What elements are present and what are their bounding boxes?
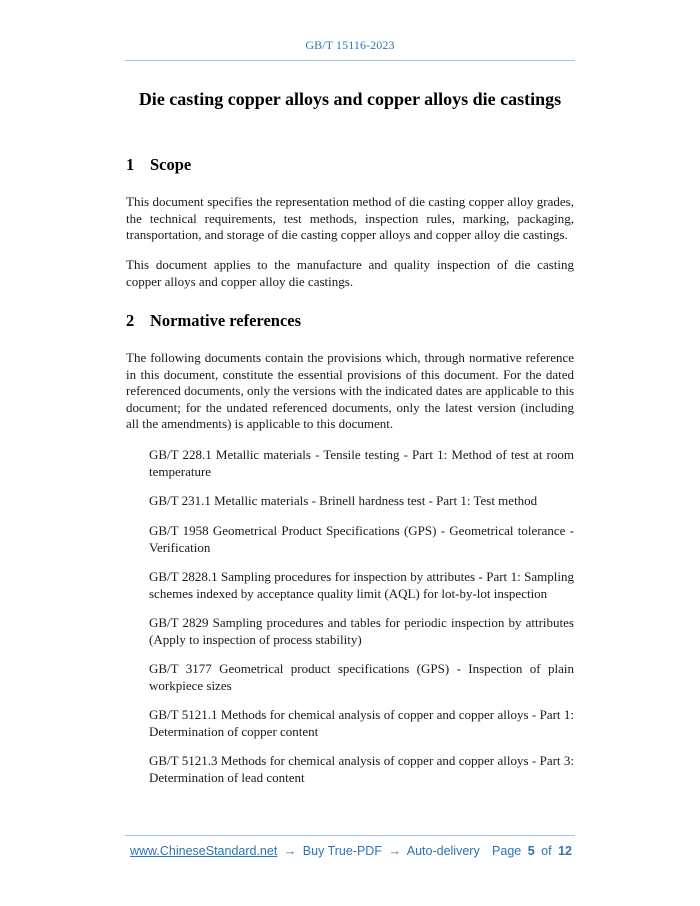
auto-delivery-text: Auto-delivery xyxy=(406,844,480,858)
reference-item: GB/T 2828.1 Sampling procedures for inspection by attributes - Part 1: Sampling schemes indexed by acceptance quality limit (AQL) for lot-by-lot inspection xyxy=(149,569,574,601)
header-divider xyxy=(125,60,575,61)
reference-item: GB/T 1958 Geometrical Product Specifications (GPS) - Geometrical tolerance - Verification xyxy=(149,523,574,555)
page-footer xyxy=(130,844,575,858)
section-title: Scope xyxy=(150,155,192,174)
section-heading-normative-references xyxy=(126,311,301,331)
current-page-number: 5 xyxy=(527,844,535,858)
running-header-standard-code: GB/T 15116-2023 xyxy=(305,38,395,52)
reference-item: GB/T 228.1 Metallic materials - Tensile testing - Part 1: Method of test at room temperature xyxy=(149,447,574,479)
section-heading-scope xyxy=(126,155,191,175)
page-indicator xyxy=(492,844,575,858)
scope-paragraph-2: This document applies to the manufacture and quality inspection of die casting copper alloys and copper alloy die castings. xyxy=(126,257,574,289)
reference-item: GB/T 3177 Geometrical product specifications (GPS) - Inspection of plain workpiece sizes xyxy=(149,661,574,693)
page-label: Page xyxy=(492,844,522,858)
arrow-right-icon: → xyxy=(388,844,401,858)
of-label: of xyxy=(541,844,552,858)
reference-item: GB/T 231.1 Metallic materials - Brinell hardness test - Part 1: Test method xyxy=(149,493,538,508)
normative-references-intro: The following documents contain the provisions which, through normative reference in this document, constitute the essential provisions of this document. For the dated referenced documents, only the versions with the indicated dates are applicable to this document; for the undated referenced documents, only the latest version (including all the amendments) is applicable to this document. xyxy=(126,350,574,432)
section-number: 1 xyxy=(126,155,135,174)
section-number: 2 xyxy=(126,311,135,330)
site-link[interactable]: www.ChineseStandard.net xyxy=(130,844,278,858)
scope-paragraph-1: This document specifies the representation method of die casting copper alloy grades, the technical requirements, test methods, inspection rules, marking, packaging, transportation, and storage of die casting copper alloys and copper alloy die castings. xyxy=(126,194,574,243)
reference-item: GB/T 2829 Sampling procedures and tables for periodic inspection by attributes (Apply to inspection of process stability) xyxy=(149,615,574,647)
buy-pdf-text: Buy True-PDF xyxy=(302,844,382,858)
reference-item: GB/T 5121.1 Methods for chemical analysis of copper and copper alloys - Part 1: Determination of copper content xyxy=(149,707,574,739)
reference-item: GB/T 5121.3 Methods for chemical analysis of copper and copper alloys - Part 3: Determination of lead content xyxy=(149,753,574,785)
arrow-right-icon: → xyxy=(283,844,297,858)
document-title: Die casting copper alloys and copper alloys die castings xyxy=(138,89,562,109)
section-title: Normative references xyxy=(150,311,302,330)
footer-divider xyxy=(125,835,575,836)
total-pages-number: 12 xyxy=(558,844,572,858)
